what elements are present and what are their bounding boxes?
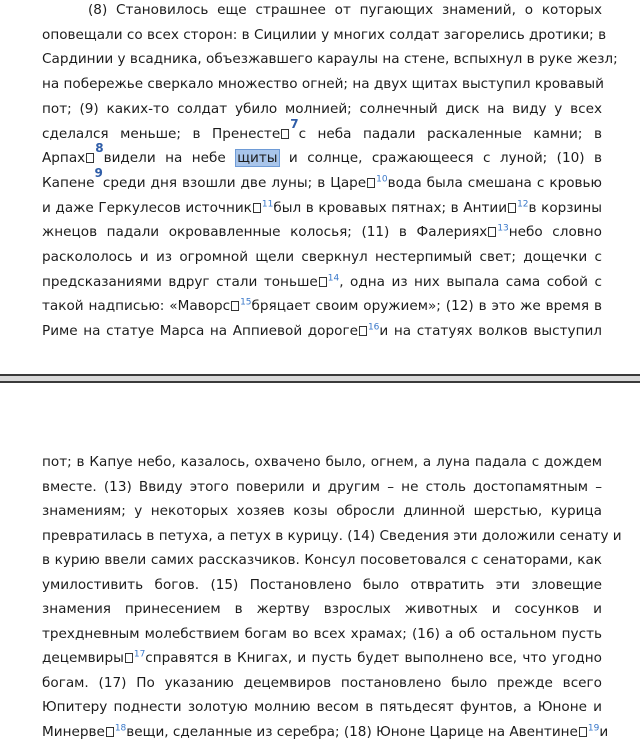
text-line	[42, 116, 602, 146]
missing-glyph-box	[281, 129, 289, 139]
text-line	[42, 475, 602, 499]
text-line	[42, 294, 602, 318]
highlighted-text[interactable]: щиты	[237, 150, 278, 167]
text-span: и солнце, сражающееся с луной; (10) в	[279, 150, 603, 167]
footnote-link[interactable]: 18	[114, 722, 127, 733]
missing-glyph-box	[106, 727, 114, 737]
text-line	[42, 671, 602, 695]
text-line	[42, 0, 602, 22]
text-span: сделался меньше; в Пренесте	[42, 125, 281, 142]
text-span: предсказаниями вдруг стали тоньше	[42, 273, 318, 290]
text-span: Арпах	[42, 150, 86, 167]
text-span: пот; в Капуе небо, казалось, охвачено было, огнем, а луна падала с дождем	[42, 454, 602, 470]
text-line	[42, 573, 602, 597]
footnote-link[interactable]: 7	[290, 116, 299, 131]
text-line	[42, 695, 602, 719]
text-span: пот; (9) каких-то солдат убило молнией; солнечный диск на виду у всех	[42, 100, 602, 117]
text-span: на побережье сверкало множество огней; на двух щитах выступил кровавый	[42, 76, 604, 93]
text-line	[42, 499, 602, 523]
text-span: вместе. (13) Ввиду этого поверили и другим – не столь достопамятным –	[42, 478, 602, 495]
text-span: раскололось и из огромной щели сверкнул нестерпимый свет; дощечки с	[42, 249, 602, 265]
text-line	[42, 245, 602, 269]
text-span: видели на небе	[103, 150, 236, 167]
text-span: жнецов падали окровавленные колосья; (11) в Фалериях	[42, 224, 488, 241]
text-line	[42, 597, 602, 621]
missing-glyph-box	[508, 203, 516, 213]
text-span: знамения принесением в жертву взрослых животных и сосунков и	[42, 601, 602, 617]
text-line	[42, 141, 603, 170]
text-line	[42, 319, 602, 343]
missing-glyph-box	[359, 326, 367, 336]
footnote-link[interactable]: 8	[95, 141, 104, 156]
text-span: и на статуях волков выступил	[379, 323, 602, 340]
missing-glyph-box	[86, 153, 94, 163]
footnote-link[interactable]: 17	[133, 649, 146, 660]
missing-glyph-box	[488, 227, 496, 237]
text-line	[42, 646, 602, 670]
text-span: Риме на статуе Марса на Аппиевой дороге	[42, 323, 358, 340]
text-span: был в кровавых пятнах; в Антии	[273, 199, 508, 216]
text-span: вещи, сделанные из серебра; (18) Юноне Царице на Авентине	[126, 723, 578, 740]
text-line	[42, 97, 602, 121]
text-line	[42, 47, 618, 71]
text-line	[42, 220, 602, 244]
text-span: и	[599, 723, 609, 740]
text-line	[42, 524, 622, 548]
text-span: превратилась в петуха, а петух в курицу. (14) Сведения эти доложили сенату и	[42, 527, 622, 544]
footnote-link[interactable]: 11	[261, 199, 274, 210]
footnote-link[interactable]: 12	[517, 199, 529, 210]
text-line	[42, 450, 602, 474]
text-span: в курию ввели самих рассказчиков. Консул посоветовался с сенаторами, как	[42, 552, 602, 568]
footnote-link[interactable]: 14	[327, 273, 340, 284]
text-span: Минерве	[42, 723, 105, 740]
text-span: умилостивить богов. (15) Постановлено было отвратить эти зловещие	[42, 576, 602, 593]
page-separator	[0, 374, 640, 383]
text-span: справятся в Книгах, и пусть будет выполнено все, что угодно	[145, 650, 602, 666]
text-span: Юпитеру поднести золотую молнию весом в пятьдесят фунтов, а Юноне и	[42, 699, 602, 715]
footnote-link[interactable]: 10	[376, 174, 388, 185]
document-page-bottom	[0, 383, 640, 740]
text-span: и даже Геркулесов источник	[42, 199, 252, 216]
text-span: богам. (17) По указанию децемвиров постановлено было прежде всего	[42, 674, 602, 691]
text-span: такой надписью: «Маворс	[42, 298, 231, 315]
text-span: , одна из них выпала сама собой с	[339, 273, 602, 290]
text-line	[42, 622, 602, 646]
text-span: децемвиры	[42, 650, 124, 666]
missing-glyph-box	[367, 178, 375, 188]
footnote-link[interactable]: 15	[240, 297, 252, 308]
text-span: с неба падали раскаленные камни; в	[298, 125, 602, 142]
text-line	[42, 23, 607, 47]
text-span: Сардинии у всадника, объезжавшего караулы на стене, вспыхнул в руке жезл;	[42, 51, 618, 68]
text-span: оповещали со всех сторон: в Сицилии у многих солдат загорелись дротики; в	[42, 26, 607, 43]
text-span: (8) Становилось еще страшнее от пугающих знамений, о которых	[88, 2, 602, 18]
text-line	[42, 72, 602, 96]
missing-glyph-box	[319, 277, 327, 287]
text-line	[42, 196, 602, 220]
footnote-link[interactable]: 9	[94, 165, 103, 180]
text-line	[42, 165, 602, 195]
text-span: знамениям; у некоторых хозяев козы обросли длинной шерстью, курица	[42, 503, 602, 519]
missing-glyph-box	[125, 653, 133, 663]
missing-glyph-box	[253, 203, 261, 213]
text-span: среди дня взошли две луны; в Царе	[102, 174, 367, 191]
text-span: в корзины	[528, 199, 602, 216]
footnote-link[interactable]: 16	[367, 322, 380, 333]
missing-glyph-box	[231, 301, 239, 311]
text-span: небо словно	[508, 224, 603, 241]
footnote-link[interactable]: 19	[587, 722, 600, 733]
text-span: бряцает своим оружием»; (12) в это же время в	[251, 298, 602, 315]
text-line	[42, 720, 609, 744]
text-span: вода была смешана с кровью	[387, 174, 602, 191]
text-span: Капене	[42, 174, 95, 191]
text-span: трехдневным молебствием богам во всех храмах; (16) а об остальном пусть	[42, 625, 602, 642]
missing-glyph-box	[579, 727, 587, 737]
text-line	[42, 270, 602, 294]
text-line	[42, 548, 602, 572]
footnote-link[interactable]: 13	[497, 223, 509, 234]
